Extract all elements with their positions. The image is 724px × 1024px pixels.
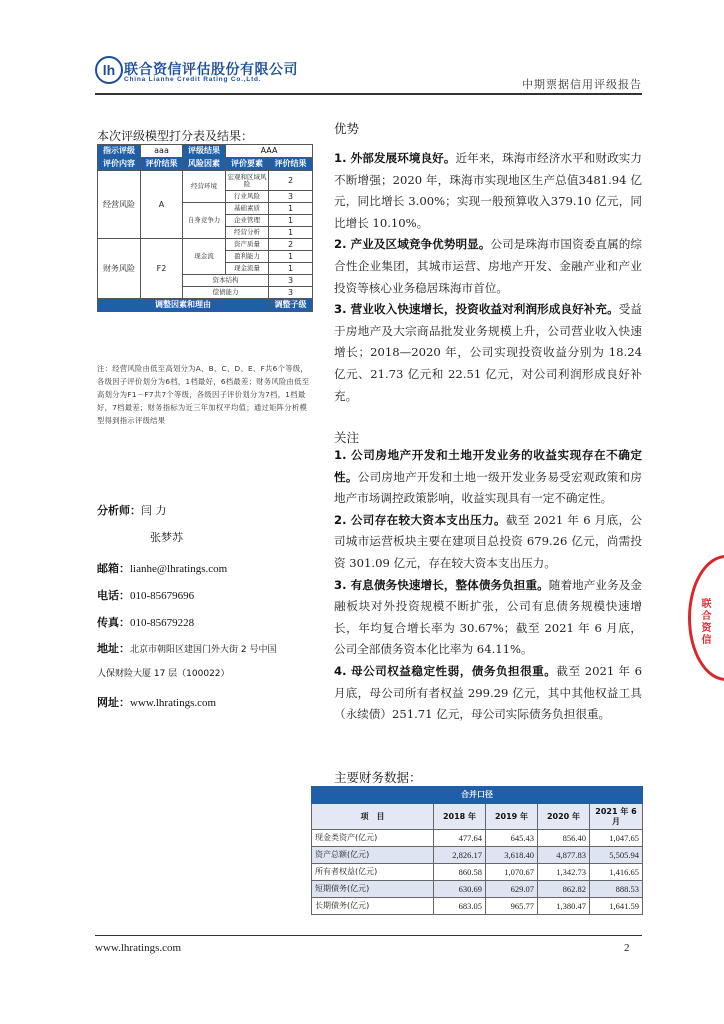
- score-cell: A: [141, 171, 183, 239]
- company-seal-icon: [688, 555, 724, 681]
- score-cell: 评价结果: [141, 158, 183, 171]
- score-table-note: 注：经营风险由低至高划分为A、B、C、D、E、F共6个等级，各级因子评价划分为6档，1档最好，6档最差；财务风险由低至高划分为F1－F7共7个等级，各级因子评价划分为7档，1档最好，7档最差；财务指标为近三年加权平均值；通过矩阵分析模型得到指示评级结果: [97, 364, 310, 425]
- score-cell: 1: [269, 227, 313, 239]
- address-line-2: 人保财险大厦 17 层（100022）: [97, 669, 230, 679]
- web-label: 网址：: [97, 696, 130, 709]
- address-label: 地址：: [97, 642, 130, 655]
- concern-lead: 3. 有息债务快速增长，整体债务负担重。: [334, 577, 549, 592]
- score-cell: 指示评级: [98, 145, 141, 158]
- company-logo-icon: lh: [95, 56, 123, 84]
- phone-row: [97, 587, 194, 603]
- score-cell: 资产质量: [226, 239, 269, 251]
- analyst-name-2: 张梦苏: [150, 531, 183, 544]
- phone-value: 010-85679696: [130, 590, 195, 602]
- concern-item: [334, 575, 642, 661]
- score-cell: 财务风险: [98, 239, 141, 299]
- score-cell: 评价内容: [98, 158, 141, 171]
- score-cell: 经营环境: [183, 171, 226, 203]
- score-cell: 资本结构: [183, 275, 269, 287]
- score-cell: 3: [269, 275, 313, 287]
- financial-value: 477.64: [434, 830, 486, 847]
- financial-header: 2020 年: [538, 804, 590, 830]
- concern-text: 随着地产业务及金融板块对外投资规模不断扩张，公司有息债务规模快速增长，年均复合增长率为 30.67%；截至 2021 年 6 月底，公司全部债务资本化比率为 64.11%。: [334, 577, 642, 657]
- score-cell: 偿债能力: [183, 287, 269, 299]
- score-cell: 调整因素和理由: [98, 299, 269, 312]
- strength-lead: 1. 外部发展环境良好。: [334, 151, 456, 165]
- financial-value: 1,416.65: [590, 864, 643, 881]
- concern-item: [334, 661, 642, 726]
- financial-value: 1,641.59: [590, 898, 643, 915]
- score-cell: 2: [269, 171, 313, 191]
- address-row: [97, 640, 276, 656]
- financial-value: 1,047.65: [590, 830, 643, 847]
- concern-text: 截至 2021 年 6 月底，公司城市运营板块主要在建项目总投资 679.26 亿元，尚需投资 301.09 亿元，存在较大资本支出压力。: [334, 512, 642, 570]
- score-cell: 1: [269, 215, 313, 227]
- score-cell: 1: [269, 251, 313, 263]
- score-cell: 现金流: [183, 239, 226, 275]
- financial-data-title: 主要财务数据：: [334, 770, 422, 785]
- financial-row: [312, 898, 643, 915]
- fax-value: 010-85679228: [130, 617, 195, 629]
- financial-value: 856.40: [538, 830, 590, 847]
- financial-value: 3,618.40: [486, 847, 538, 864]
- analyst-row: [97, 502, 167, 518]
- financial-value: 629.07: [486, 881, 538, 898]
- financial-header: 2019 年: [486, 804, 538, 830]
- financial-header-row: [312, 804, 643, 830]
- financial-band: 合并口径: [312, 787, 643, 804]
- score-cell: AAA: [226, 145, 313, 158]
- fax-label: 传真：: [97, 616, 130, 629]
- financial-table: [311, 786, 643, 915]
- concern-text: 公司房地产开发和土地一级开发业务易受宏观政策和房地产市场调控政策影响，收益实现具有一定不确定性。: [334, 469, 642, 506]
- score-cell: 行业风险: [226, 191, 269, 203]
- financial-value: 965.77: [486, 898, 538, 915]
- strengths-list: [334, 148, 642, 407]
- concerns-title: 关注: [334, 430, 360, 445]
- financial-value: 862.82: [538, 881, 590, 898]
- address-line-1: 北京市朝阳区建国门外大街 2 号中国: [130, 645, 277, 655]
- financial-value: 2,826.17: [434, 847, 486, 864]
- financial-row: [312, 881, 643, 898]
- score-cell: 盈利能力: [226, 251, 269, 263]
- strength-text: 公司是珠海市国资委直属的综合性企业集团，其城市运营、房地产开发、金融产业和产业投资等核心业务稳居珠海市首位。: [334, 237, 642, 295]
- financial-value: 630.69: [434, 881, 486, 898]
- financial-band-row: [312, 787, 643, 804]
- score-row: [98, 171, 313, 191]
- strength-item: [334, 148, 642, 234]
- report-type: 中期票据信用评级报告: [522, 78, 642, 91]
- score-row-adjust: [98, 299, 313, 312]
- financial-row: [312, 864, 643, 881]
- page-number: 2: [624, 942, 630, 954]
- score-cell: 现金流量: [226, 263, 269, 275]
- score-cell: 调整子级: [269, 299, 313, 312]
- score-cell: 3: [269, 191, 313, 203]
- concern-lead: 4. 母公司权益稳定性弱，债务负担很重。: [334, 663, 557, 678]
- score-row-indicator: [98, 145, 313, 158]
- financial-value: 645.43: [486, 830, 538, 847]
- strength-item: [334, 299, 642, 407]
- score-cell: 经营分析: [226, 227, 269, 239]
- strength-text: 近年来，珠海市经济水平和财政实力不断增强；2020 年，珠海市实现地区生产总值3481.94 亿元，同比增长 3.00%；实现一般预算收入379.10 亿元，同比增长 10.10%。: [334, 151, 642, 230]
- financial-label: 所有者权益(亿元): [312, 864, 434, 881]
- financial-header: 2018 年: [434, 804, 486, 830]
- fax-row: [97, 614, 194, 630]
- financial-value: 5,505.94: [590, 847, 643, 864]
- financial-label: 现金类资产(亿元): [312, 830, 434, 847]
- score-cell: 基础素质: [226, 203, 269, 215]
- concerns-list: [334, 445, 642, 726]
- concern-lead: 1. 公司房地产开发和土地开发业务的收益实现存在不确定性。: [334, 448, 642, 484]
- footer-url[interactable]: www.lhratings.com: [95, 942, 182, 954]
- strengths-title: 优势: [334, 121, 360, 136]
- score-cell: 3: [269, 287, 313, 299]
- score-cell: 宏观和区域风险: [226, 171, 269, 191]
- financial-value: 1,070.67: [486, 864, 538, 881]
- financial-value: 4,877.83: [538, 847, 590, 864]
- company-name-cn: 联合资信评估股份有限公司: [124, 62, 298, 78]
- email-row: [97, 560, 227, 576]
- email-link[interactable]: lianhe@lhratings.com: [130, 563, 228, 575]
- score-cell: 评价结果: [269, 158, 313, 171]
- financial-value: 1,342.73: [538, 864, 590, 881]
- score-cell: 1: [269, 203, 313, 215]
- financial-header: 项 目: [312, 804, 434, 830]
- company-name-en: China Lianhe Credit Rating Co.,Ltd.: [124, 76, 262, 83]
- financial-row: [312, 847, 643, 864]
- header-rule: [95, 93, 642, 95]
- score-row: [98, 239, 313, 251]
- concern-lead: 2. 公司存在较大资本支出压力。: [334, 512, 506, 527]
- score-cell: 评级结果: [183, 145, 226, 158]
- score-cell: 风险因素: [183, 158, 226, 171]
- concern-text: 截至 2021 年 6 月底，母公司所有者权益 299.29 亿元，其中其他权益工具（永续债）251.71 亿元，母公司实际债务负担很重。: [334, 663, 642, 722]
- strength-text: 受益于房地产及大宗商品批发业务规模上升，公司营业收入快速增长；2018—2020 年，公司实现投资收益分别为 18.24 亿元、21.73 亿元和 22.51 亿元，对公司利润形成良好补充。: [334, 302, 642, 403]
- score-table-title: 本次评级模型打分表及结果：: [97, 129, 254, 143]
- score-cell: 经营风险: [98, 171, 141, 239]
- score-cell: 自身竞争力: [183, 203, 226, 239]
- financial-label: 长期债务(亿元): [312, 898, 434, 915]
- financial-value: 860.58: [434, 864, 486, 881]
- footer-rule: [95, 935, 642, 936]
- concern-item: [334, 510, 642, 575]
- financial-header: 2021 年 6 月: [590, 804, 643, 830]
- seal-text: 联合资信: [699, 598, 710, 646]
- score-cell: 企业管理: [226, 215, 269, 227]
- financial-row: [312, 830, 643, 847]
- financial-value: 683.05: [434, 898, 486, 915]
- strength-item: [334, 234, 642, 299]
- score-cell: 1: [269, 263, 313, 275]
- financial-label: 短期债务(亿元): [312, 881, 434, 898]
- strength-lead: 3. 营业收入快速增长，投资收益对利润形成良好补充。: [334, 302, 619, 317]
- analyst-label: 分析师：: [97, 504, 141, 517]
- email-label: 邮箱：: [97, 562, 130, 575]
- score-table: [97, 144, 313, 312]
- analyst-name: 闫 力: [141, 504, 167, 517]
- web-row: [97, 694, 216, 710]
- phone-label: 电话：: [97, 589, 130, 602]
- concern-item: [334, 445, 642, 510]
- score-cell: 2: [269, 239, 313, 251]
- score-cell: 评价要素: [226, 158, 269, 171]
- score-row-header: [98, 158, 313, 171]
- score-cell: aaa: [141, 145, 183, 158]
- score-cell: F2: [141, 239, 183, 299]
- financial-value: 888.53: [590, 881, 643, 898]
- web-link[interactable]: www.lhratings.com: [130, 697, 217, 709]
- strength-lead: 2. 产业及区域竞争优势明显。: [334, 237, 491, 252]
- financial-value: 1,380.47: [538, 898, 590, 915]
- financial-label: 资产总额(亿元): [312, 847, 434, 864]
